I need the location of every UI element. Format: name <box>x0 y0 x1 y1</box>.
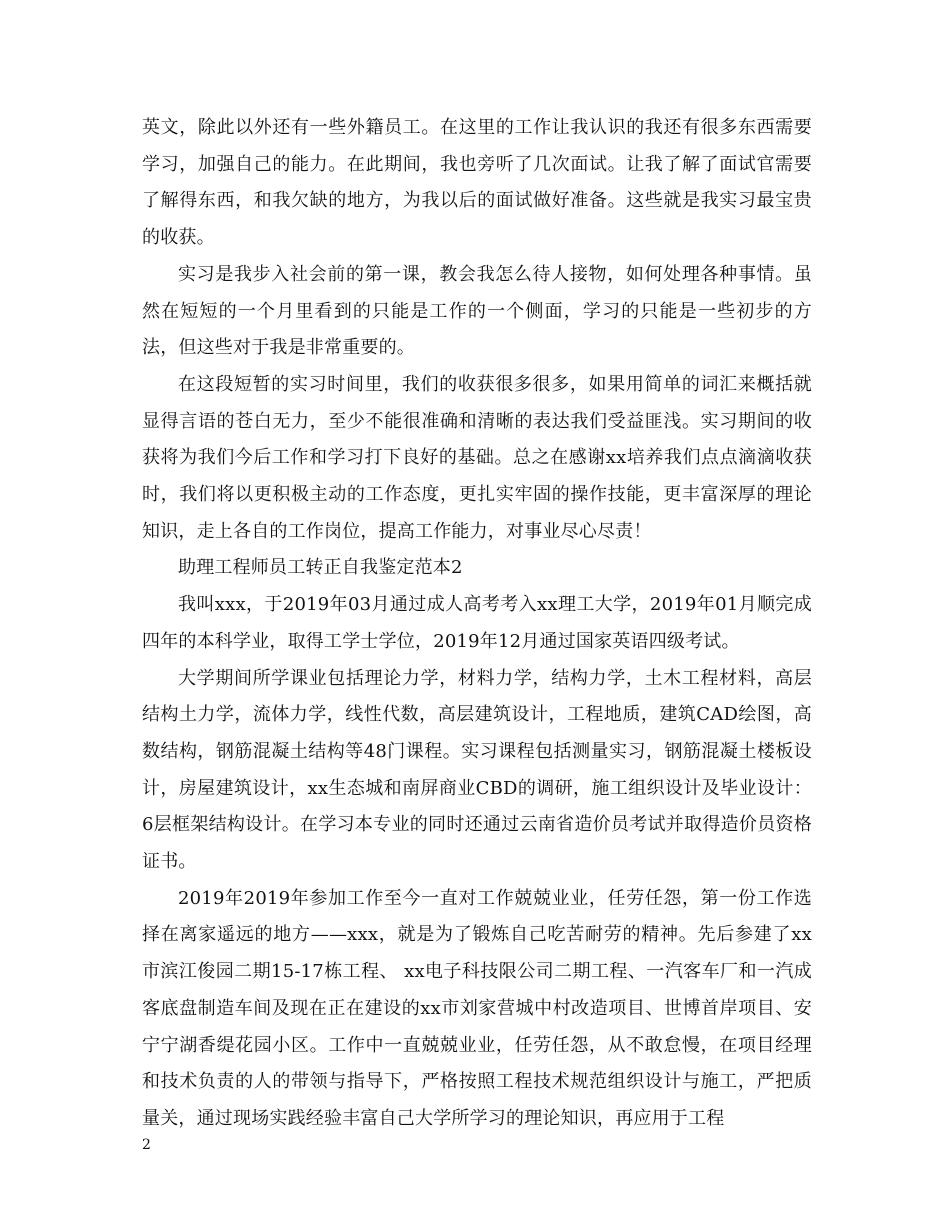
paragraph-courses: 大学期间所学课业包括理论力学，材料力学，结构力学，土木工程材料，高层结构土力学，流体力学，线性代数，高层建筑设计，工程地质，建筑CAD绘图，高数结构，钢筋混凝土结构等48门课程。实习课程包括测量实习，钢筋混凝土楼板设计，房屋建筑设计，xx生态城和南屏商业CBD的调研，施工组织设计及毕业设计：6层框架结构设计。在学习本专业的同时还通过云南省造价员考试并取得造价员资格证书。 <box>142 667 812 873</box>
section-heading: 助理工程师员工转正自我鉴定范本2 <box>178 557 463 579</box>
document-body <box>142 110 812 1138</box>
paragraph-work-experience: 2019年2019年参加工作至今一直对工作兢兢业业，任劳任怨，第一份工作选择在离家遥远的地方——xxx，就是为了锻炼自己吃苦耐劳的精神。先后参建了xx市滨江俊园二期15-17栋工程、 xx电子科技限公司二期工程、一汽客车厂和一汽成客底盘制造车间及现在正在建设的xx市刘家营城中村改造项目、世博首岸项目、安宁宁湖香缇花园小区。工作中一直兢兢业业，任劳任怨，从不敢怠慢，在项目经理和技术负责的人的带领与指导下，严格按照工程技术规范组织设计与施工，严把质量关，通过现场实践经验丰富自己大学所学习的理论知识，再应用于工程 <box>142 887 812 1129</box>
paragraph-introduction: 我叫xxx，于2019年03月通过成人高考考入xx理工大学，2019年01月顺完成四年的本科学业，取得工学士学位，2019年12月通过国家英语四级考试。 <box>142 594 812 652</box>
paragraph-gains: 在这段短暂的实习时间里，我们的收获很多很多，如果用简单的词汇来概括就显得言语的苍白无力，至少不能很准确和清晰的表达我们受益匪浅。实习期间的收获将为我们今后工作和学习打下良好的基础。总之在感谢xx培养我们点点滴滴收获时，我们将以更积极主动的工作态度，更扎实牢固的操作技能，更丰富深厚的理论知识，走上各自的工作岗位，提高工作能力，对事业尽心尽责！ <box>142 373 812 542</box>
page-number: 2 <box>142 1137 151 1153</box>
paragraph-first-lesson: 实习是我步入社会前的第一课，教会我怎么待人接物，如何处理各种事情。虽然在短短的一个月里看到的只能是工作的一个侧面，学习的只能是一些初步的方法，但这些对于我是非常重要的。 <box>142 263 812 359</box>
paragraph-continued: 英文，除此以外还有一些外籍员工。在这里的工作让我认识的我还有很多东西需要学习，加强自己的能力。在此期间，我也旁听了几次面试。让我了解了面试官需要了解得东西，和我欠缺的地方，为我以后的面试做好准备。这些就是我实习最宝贵的收获。 <box>142 117 812 249</box>
